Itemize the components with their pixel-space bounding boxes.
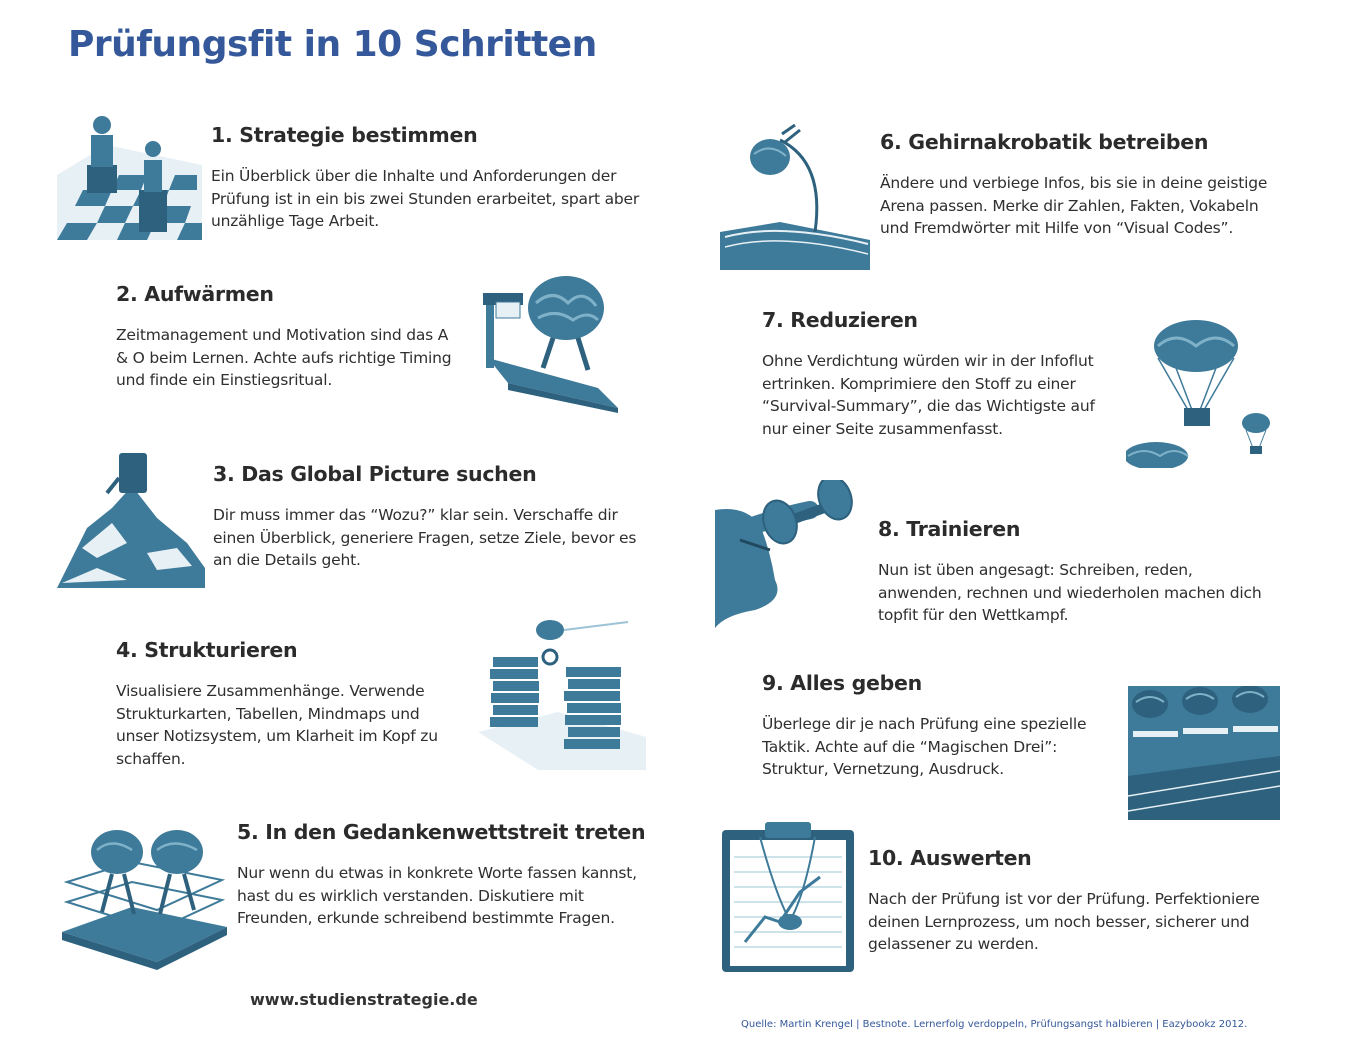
step-7 (762, 308, 1117, 440)
pole-vault-icon (720, 122, 870, 270)
boxing-ring-icon (62, 822, 227, 970)
book-stacks-icon (478, 612, 648, 770)
step-heading: 3. Das Global Picture suchen (213, 462, 537, 486)
parachute-icon (1126, 318, 1276, 468)
website-link[interactable]: www.studienstrategie.de (250, 990, 478, 1009)
step-3 (213, 462, 643, 572)
step-text: Zeitmanagement und Motivation sind das A & O beim Lernen. Achte aufs richtige Timing und finde ein Einstiegsritual. (116, 326, 452, 389)
step-6 (880, 130, 1280, 240)
dumbbell-icon (715, 480, 860, 630)
step-heading: 2. Aufwärmen (116, 282, 274, 306)
step-text: Dir muss immer das “Wozu?” klar sein. Verschaffe dir einen Überblick, generiere Fragen, setze Ziele, bevor es an die Details geht. (213, 506, 637, 569)
step-text: Ändere und verbiege Infos, bis sie in deine geistige Arena passen. Merke dir Zahlen, Fakten, Vokabeln und Fremdwörter mit Hilfe von “Visual Codes”. (880, 174, 1268, 237)
step-heading: 1. Strategie bestimmen (211, 123, 478, 147)
step-heading: 6. Gehirnakrobatik betreiben (880, 130, 1209, 154)
step-text: Nach der Prüfung ist vor der Prüfung. Perfektioniere deinen Lernprozess, um noch besser, sicherer und gelassener zu werden. (868, 890, 1260, 953)
step-4 (116, 638, 461, 770)
clipboard-icon (720, 822, 860, 974)
step-heading: 8. Trainieren (878, 517, 1021, 541)
step-10 (868, 846, 1278, 956)
chess-icon (57, 105, 202, 245)
step-1 (211, 123, 641, 233)
source-citation: Quelle: Martin Krengel | Bestnote. Lernerfolg verdoppeln, Prüfungsangst halbieren | Eazybookz 2012. (741, 1019, 1248, 1030)
step-9 (762, 671, 1117, 781)
step-text: Ohne Verdichtung würden wir in der Infoflut ertrinken. Komprimiere den Stoff zu einer “Survival-Summary”, die das Wichtigste auf nur einer Seite zusammenfasst. (762, 352, 1095, 438)
step-text: Nun ist üben angesagt: Schreiben, reden, anwenden, rechnen und wiederholen machen dich topfit für den Wettkampf. (878, 561, 1262, 624)
step-2 (116, 282, 461, 392)
step-text: Nur wenn du etwas in konkrete Worte fassen kannst, hast du es wirklich verstanden. Diskutiere mit Freunden, erkunde schreibend bestimmte Fragen. (237, 864, 637, 927)
step-text: Visualisiere Zusammenhänge. Verwende Strukturkarten, Tabellen, Mindmaps und unser Notizsystem, um Klarheit im Kopf zu schaffen. (116, 682, 438, 768)
brain-treadmill-icon (478, 258, 626, 413)
step-5 (237, 820, 647, 930)
step-text: Ein Überblick über die Inhalte und Anforderungen der Prüfung ist in ein bis zwei Stunden erarbeitet, spart aber unzählige Tage Arbeit. (211, 167, 640, 230)
step-text: Überlege dir je nach Prüfung eine spezielle Taktik. Achte auf die “Magischen Drei”: Struktur, Vernetzung, Ausdruck. (762, 715, 1087, 778)
step-8 (878, 517, 1278, 627)
step-heading: 9. Alles geben (762, 671, 922, 695)
hurdles-icon (1128, 686, 1280, 820)
step-heading: 7. Reduzieren (762, 308, 918, 332)
mountain-icon (57, 448, 205, 590)
step-heading: 4. Strukturieren (116, 638, 298, 662)
step-heading: 5. In den Gedankenwettstreit treten (237, 820, 646, 844)
page-title: Prüfungsfit in 10 Schritten (68, 24, 597, 65)
step-heading: 10. Auswerten (868, 846, 1032, 870)
